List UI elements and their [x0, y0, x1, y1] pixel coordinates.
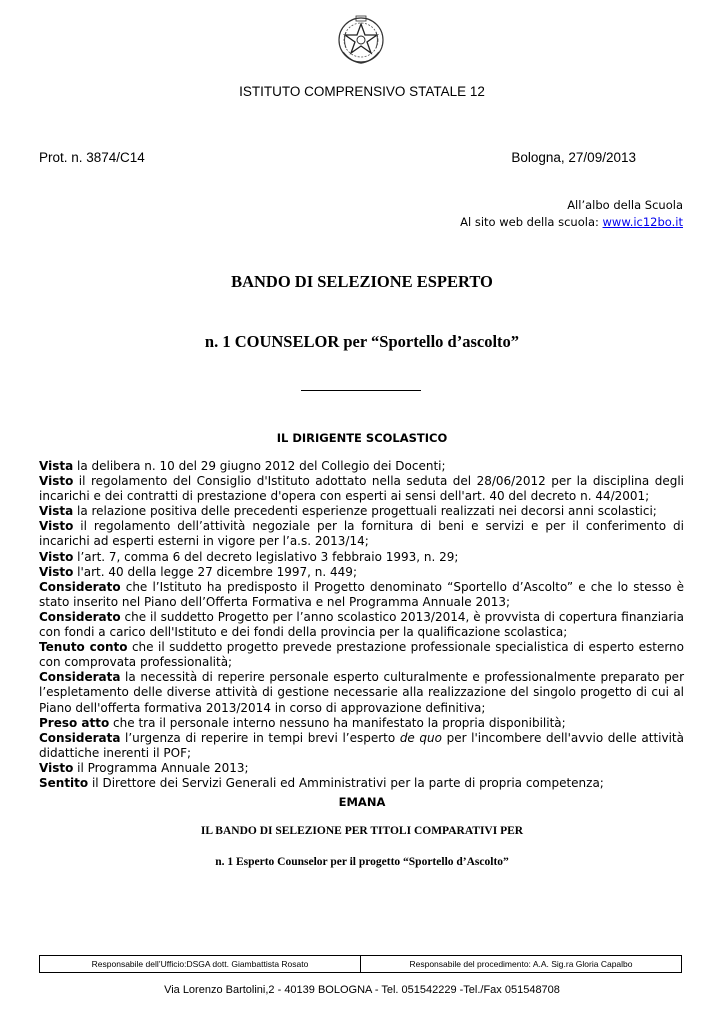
responsabili-table: [39, 955, 682, 973]
recipient-albo: All’albo della Scuola: [567, 198, 683, 212]
recital-item: [39, 504, 684, 519]
recital-item: [39, 519, 684, 549]
recital-lead: Visto: [39, 519, 74, 534]
recital-lead: Visto: [39, 564, 74, 579]
recital-text: l'art. 40 della legge 27 dicembre 1997, n. 449;: [73, 564, 357, 579]
recital-item: [39, 580, 684, 610]
recital-lead: Considerato: [39, 579, 121, 594]
recital-lead: Vista: [39, 459, 74, 473]
recital-lead: Considerato: [39, 609, 121, 624]
website-prefix: Al sito web della scuola:: [460, 215, 603, 229]
recital-text: che tra il personale interno nessuno ha manifestato la propria disponibilità;: [109, 715, 566, 730]
document-title: BANDO DI SELEZIONE ESPERTO: [231, 272, 493, 291]
recital-lead: Tenuto conto: [39, 640, 128, 655]
dirigente-heading: IL DIRIGENTE SCOLASTICO: [276, 431, 448, 445]
recital-item: [39, 610, 684, 640]
recital-item: [39, 761, 684, 776]
place-date: Bologna, 27/09/2013: [511, 150, 636, 165]
protocol-number: Prot. n. 3874/C14: [39, 150, 145, 165]
italian-republic-emblem-icon: [337, 14, 385, 66]
recital-lead: Considerata: [39, 730, 121, 745]
recital-lead: Visto: [39, 474, 74, 489]
recipients: [460, 197, 683, 231]
recital-item: [39, 550, 684, 565]
title-divider: [301, 390, 421, 391]
recital-lead: Visto: [39, 760, 74, 775]
footer-address: Via Lorenzo Bartolini,2 - 40139 BOLOGNA - Tel. 051542229 -Tel./Fax 051548708: [164, 984, 560, 996]
recital-text: il Programma Annuale 2013;: [73, 760, 249, 775]
recital-lead: Visto: [39, 549, 74, 564]
recital-lead: Preso atto: [39, 715, 110, 730]
recital-text: che l’Istituto ha predisposto il Progetto denominato “Sportello d’Ascolto” e che lo stesso è stato inserito nel Piano dell’Offerta Formativa e nel Programma Annuale 2013;: [39, 579, 684, 609]
recital-text: la necessità di reperire personale esperto culturalmente e professionalmente preparato per l’espletamento delle diverse attività di gestione necessarie alla realizzazione del singolo progetto di cui al Piano dell'offerta formativa 2013/2014 in corso di approvazione definitiva;: [39, 670, 684, 715]
school-name: ISTITUTO COMPRENSIVO STATALE 12: [239, 84, 485, 99]
recital-text: il regolamento del Consiglio d'Istituto adottato nella seduta del 28/06/2012 per la disciplina degli incarichi e dei contratti di prestazione d'opera con esperti ai sensi dell'art. 40 del decreto n. 44/2001;: [39, 474, 684, 504]
document-subtitle: n. 1 COUNSELOR per “Sportello d’ascolto”: [204, 332, 520, 351]
recital-text: che il suddetto Progetto per l’anno scolastico 2013/2014, è provvista di copertura finanziaria con fondi a carico dell'Istituto e dei fondi della provincia per la qualificazione scolastica;: [39, 609, 684, 640]
recital-item: [39, 640, 684, 670]
table-row: [40, 956, 682, 973]
recital-item: [39, 474, 684, 504]
recital-text: il Direttore dei Servizi Generali ed Amministrativi per la parte di propria competenza;: [88, 775, 604, 790]
recital-text: che il suddetto progetto prevede prestazione professionale specialistica di esperto esterno con comprovata professionalità;: [39, 640, 684, 670]
bando-heading: IL BANDO DI SELEZIONE PER TITOLI COMPARATIVI PER: [200, 825, 524, 837]
recital-text: il regolamento dell’attività negoziale per la fornitura di beni e servizi e per il conferimento di incarichi ad esperti esterni in vigore per l’a.s. 2013/14;: [39, 519, 684, 549]
responsabile-ufficio: Responsabile dell’Ufficio:DSGA dott. Giambattista Rosato: [40, 956, 361, 973]
recital-text: la delibera n. 10 del 29 giugno 2012 del Collegio dei Docenti;: [73, 459, 446, 473]
recital-item: [39, 716, 684, 731]
recital-text-tail: per l'incombere dell'avvio delle attività didattiche inerenti il POF;: [39, 730, 684, 760]
recipient-website-line: [460, 214, 683, 231]
recital-lead: Vista: [39, 504, 74, 519]
recital-lead: Sentito: [39, 775, 89, 790]
recital-item: [39, 565, 684, 580]
recital-text: la relazione positiva delle precedenti esperienze progettuali realizzati nei decorsi anni scolastici;: [73, 504, 657, 519]
responsabile-procedimento: Responsabile del procedimento: A.A. Sig.ra Gloria Capalbo: [361, 956, 682, 973]
recital-item: [39, 670, 684, 715]
recital-item: [39, 776, 684, 791]
recital-text: l’art. 7, comma 6 del decreto legislativo 3 febbraio 1993, n. 29;: [73, 549, 459, 564]
recital-text: l’urgenza di reperire in tempi brevi l’esperto: [120, 730, 400, 745]
bando-subheading: n. 1 Esperto Counselor per il progetto “Sportello d’Ascolto”: [215, 856, 509, 868]
school-website-link[interactable]: www.ic12bo.it: [602, 215, 683, 229]
recital-lead: Considerata: [39, 670, 121, 685]
recital-item: [39, 459, 684, 474]
recitals-list: [39, 459, 684, 791]
recital-item: [39, 731, 684, 761]
emana-heading: EMANA: [338, 795, 386, 809]
recital-italic: de quo: [399, 730, 442, 745]
